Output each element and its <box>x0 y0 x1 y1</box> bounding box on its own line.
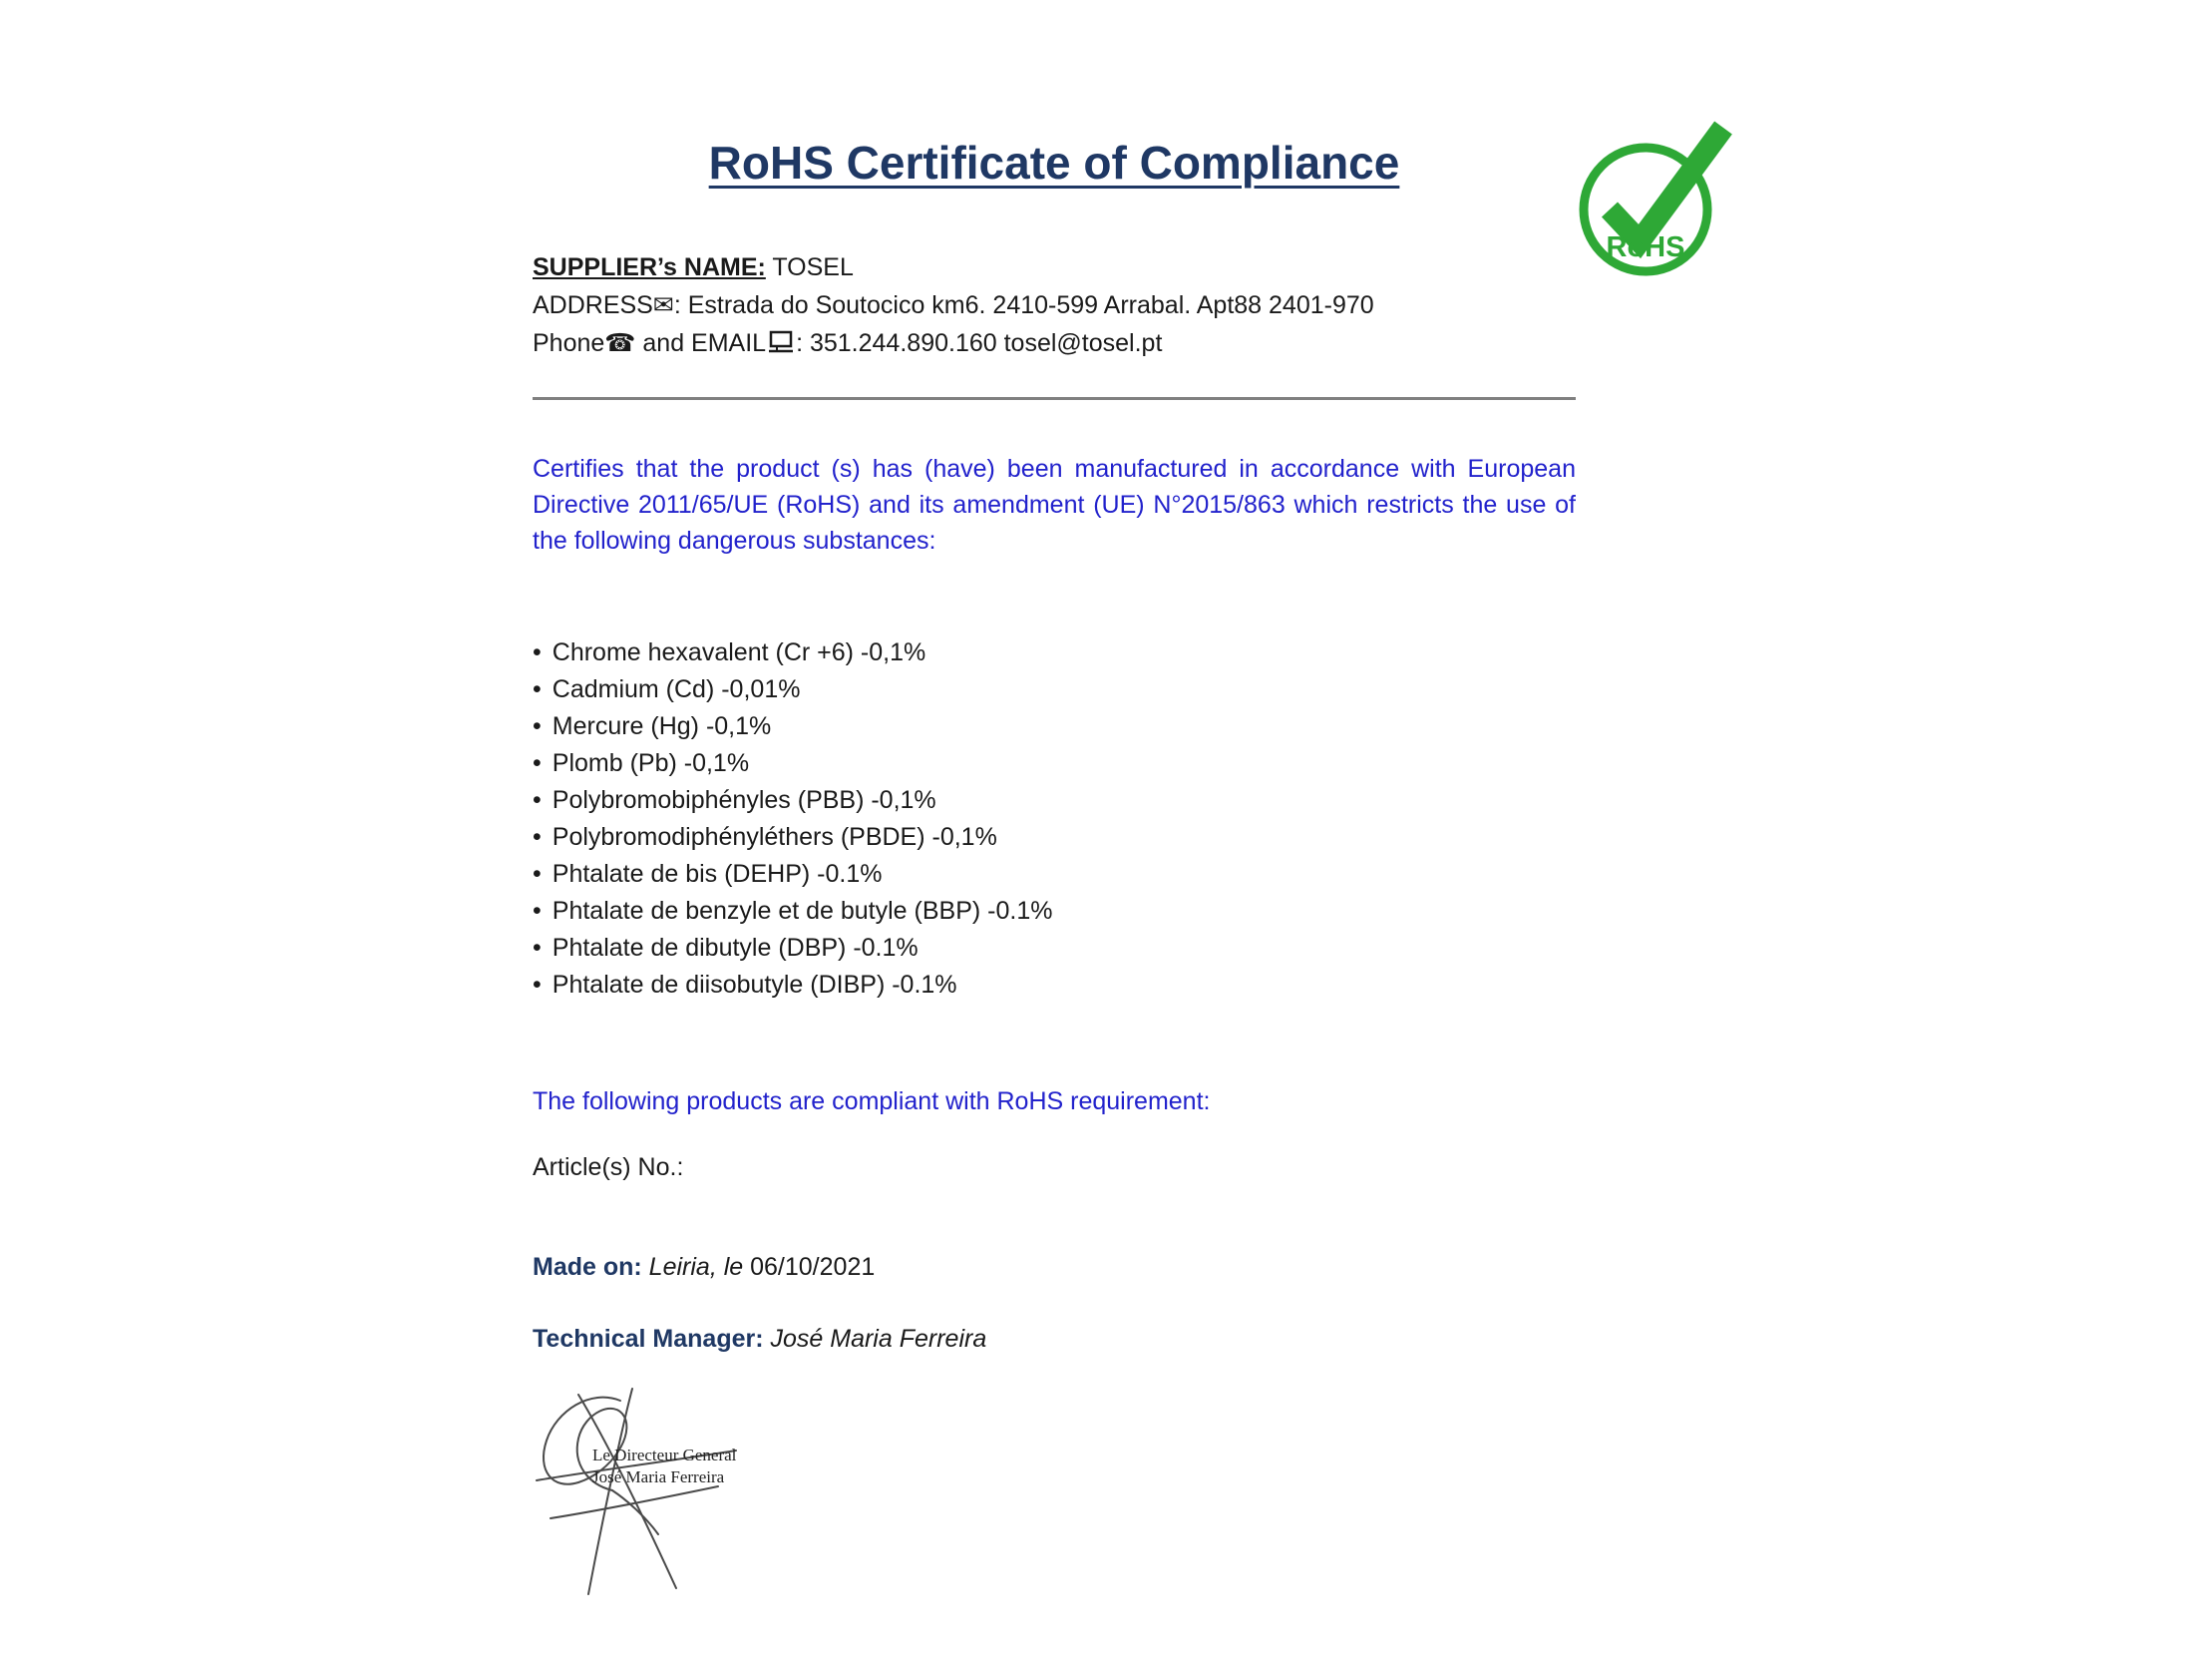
page-title: RoHS Certificate of Compliance <box>708 137 1400 189</box>
substance-item: • Polybromodiphényléthers (PBDE) -0,1% <box>533 819 1576 856</box>
computer-icon <box>768 330 794 354</box>
substance-item: • Mercure (Hg) -0,1% <box>533 708 1576 745</box>
rohs-logo-graphic <box>1574 116 1735 293</box>
phone-email-value: : 351.244.890.160 tosel@tosel.pt <box>796 329 1163 357</box>
technical-manager-line <box>533 1325 1576 1354</box>
supplier-address-line <box>533 286 1576 324</box>
supplier-block <box>533 249 1576 362</box>
rohs-logo-text: RoHS <box>1606 231 1685 263</box>
compliance-statement: The following products are compliant with RoHS requirement: <box>533 1087 1211 1115</box>
phone-label: Phone <box>533 329 605 357</box>
technical-manager-name: José Maria Ferreira <box>770 1325 987 1353</box>
substance-item: • Phtalate de bis (DEHP) -0.1% <box>533 856 1576 893</box>
signature-scribble <box>521 1385 760 1609</box>
substance-item: • Polybromobiphényles (PBB) -0,1% <box>533 782 1576 819</box>
substance-item: • Phtalate de diisobutyle (DIBP) -0.1% <box>533 967 1576 1004</box>
supplier-name-line <box>533 249 1576 286</box>
made-on-date: 06/10/2021 <box>750 1253 876 1281</box>
rohs-logo <box>1574 116 1735 293</box>
certification-statement: Certifies that the product (s) has (have) been manufactured in accordance with European Directive 2011/65/UE (RoHS) and its amendment (UE) N°2015/863 which restricts the use of the following dangerous substances: <box>533 455 1576 555</box>
envelope-icon: ✉ <box>652 290 674 319</box>
made-on-place: Leiria, le <box>648 1253 744 1281</box>
section-divider <box>533 397 1576 400</box>
substance-item: • Chrome hexavalent (Cr +6) -0,1% <box>533 634 1576 671</box>
substance-item: • Phtalate de benzyle et de butyle (BBP) -0.1% <box>533 893 1576 930</box>
signature-name: José Maria Ferreira <box>592 1467 725 1486</box>
signature-title: Le Directeur General <box>592 1446 737 1464</box>
technical-manager-label: Technical Manager: <box>533 1325 764 1353</box>
phone-icon: ☎ <box>604 328 636 357</box>
supplier-name-label: SUPPLIER’s NAME: <box>533 253 766 281</box>
articles-label: Article(s) No.: <box>533 1153 684 1181</box>
substance-item: • Phtalate de dibutyle (DBP) -0.1% <box>533 930 1576 967</box>
email-label: and EMAIL <box>635 329 767 357</box>
supplier-phone-line <box>533 324 1576 362</box>
signature-text-block <box>592 1445 736 1488</box>
substance-item: • Plomb (Pb) -0,1% <box>533 745 1576 782</box>
made-on-label: Made on: <box>533 1253 642 1281</box>
substance-item: • Cadmium (Cd) -0,01% <box>533 671 1576 708</box>
supplier-name-value: TOSEL <box>772 253 854 281</box>
address-label: ADDRESS <box>533 291 653 319</box>
address-value: : Estrada do Soutocico km6. 2410-599 Arrabal. Apt88 2401-970 <box>673 291 1374 319</box>
made-on-line <box>533 1253 1576 1282</box>
substances-list <box>533 634 1576 1004</box>
